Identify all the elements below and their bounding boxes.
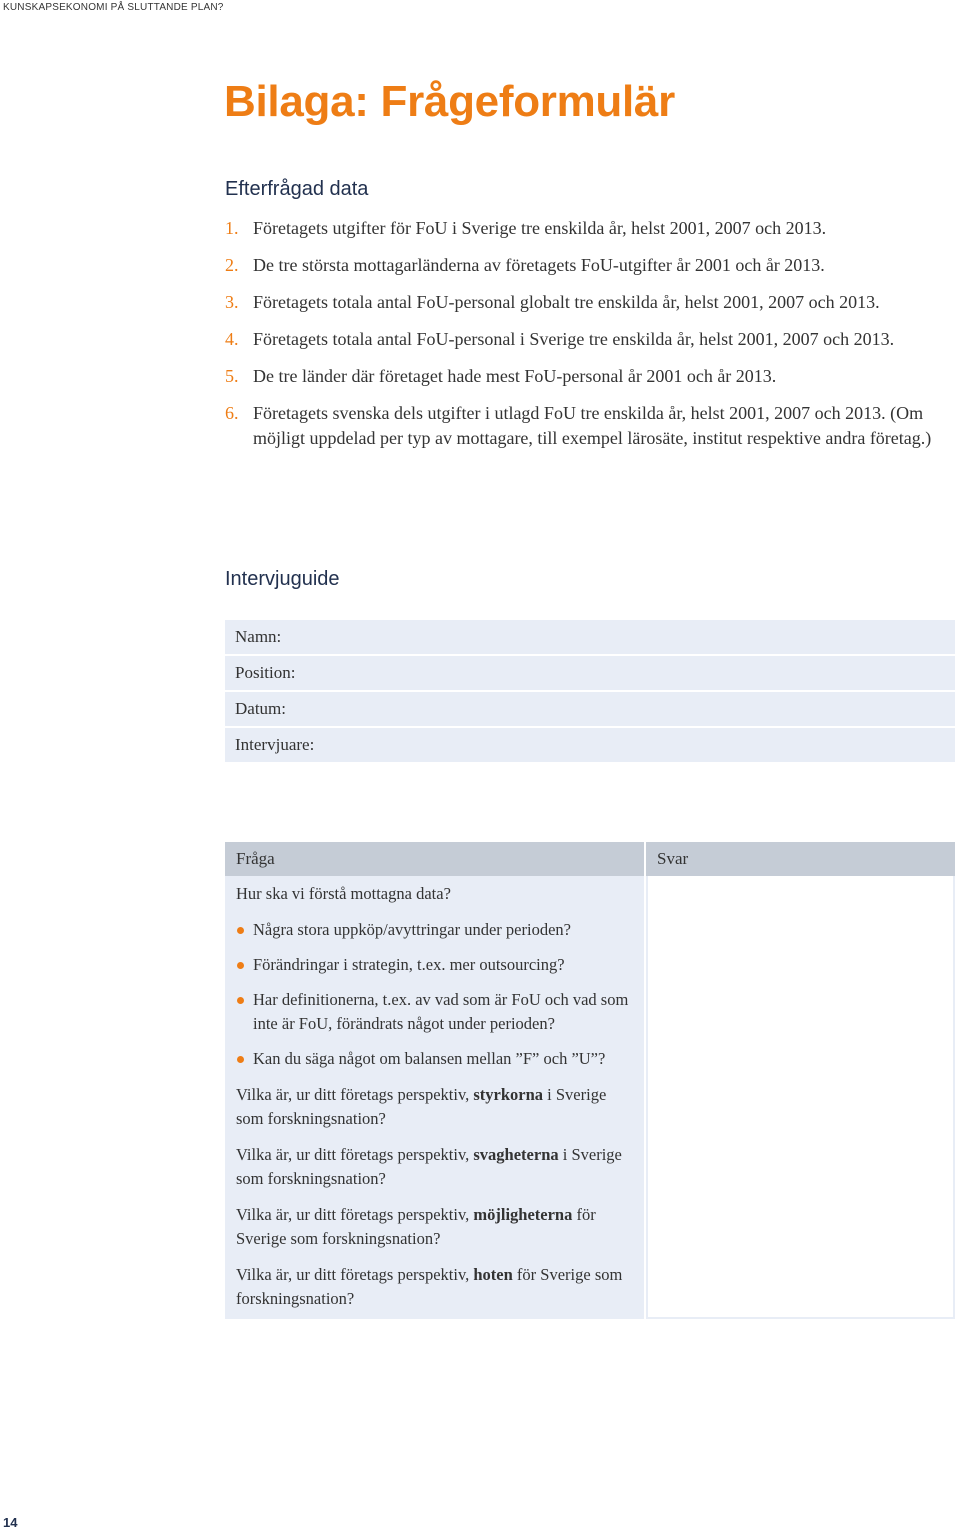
question-prefix: Vilka är, ur ditt företags perspektiv, xyxy=(236,1205,474,1224)
question-suffix: i Sverige som forskningsnation? xyxy=(236,1145,622,1188)
list-item xyxy=(225,216,950,241)
bullet-dot-icon xyxy=(237,927,244,934)
list-item xyxy=(225,290,950,315)
list-number: 4. xyxy=(225,329,239,349)
list-number: 5. xyxy=(225,366,239,386)
question-column xyxy=(225,876,644,1319)
bullet-text: Kan du säga något om balansen mellan ”F” och ”U”? xyxy=(253,1049,606,1068)
question-item xyxy=(236,1263,632,1311)
question-item xyxy=(236,1083,632,1131)
list-number: 1. xyxy=(225,218,239,238)
question-keyword: styrkorna xyxy=(473,1085,544,1104)
info-row-datum: Datum: xyxy=(225,692,955,726)
list-item-text: Företagets totala antal FoU-personal i Sverige tre enskilda år, helst 2001, 2007 och 2013. xyxy=(253,329,895,349)
bullet-item xyxy=(236,918,632,942)
list-item xyxy=(225,253,950,278)
list-item xyxy=(225,401,950,451)
list-number: 3. xyxy=(225,292,239,312)
bullet-text: Förändringar i strategin, t.ex. mer outsourcing? xyxy=(253,955,565,974)
interview-info-table xyxy=(225,620,955,764)
list-item-text: Företagets svenska dels utgifter i utlagd FoU tre enskilda år, helst 2001, 2007 och 2013. (Om möjligt uppdelad per typ av mottagare, till exempel lärosäte, institut respektive andra företag.) xyxy=(253,403,932,448)
list-item-text: De tre länder där företaget hade mest FoU-personal år 2001 och år 2013. xyxy=(253,366,777,386)
column-header-svar: Svar xyxy=(646,842,955,876)
question-keyword: hoten xyxy=(473,1265,513,1284)
list-item-text: Företagets utgifter för FoU i Sverige tre enskilda år, helst 2001, 2007 och 2013. xyxy=(253,218,827,238)
list-number: 6. xyxy=(225,403,239,423)
question-keyword: möjligheterna xyxy=(473,1205,573,1224)
bullet-text: Några stora uppköp/avyttringar under perioden? xyxy=(253,920,571,939)
question-item xyxy=(236,1143,632,1191)
answer-column xyxy=(646,876,955,1319)
bullet-text: Har definitionerna, t.ex. av vad som är FoU och vad som inte är FoU, förändrats något under perioden? xyxy=(253,990,629,1033)
info-row-position: Position: xyxy=(225,656,955,690)
question-prefix: Vilka är, ur ditt företags perspektiv, xyxy=(236,1145,474,1164)
question-suffix: i Sverige som forskningsnation? xyxy=(236,1085,607,1128)
question-keyword: svagheterna xyxy=(473,1145,559,1164)
page-title: Bilaga: Frågeformulär xyxy=(224,77,675,126)
bullet-item xyxy=(236,953,632,977)
list-item-text: De tre största mottagarländerna av företagets FoU-utgifter år 2001 och år 2013. xyxy=(253,255,825,275)
question-prefix: Vilka är, ur ditt företags perspektiv, xyxy=(236,1085,474,1104)
bullet-dot-icon xyxy=(237,1056,244,1063)
question-prefix: Vilka är, ur ditt företags perspektiv, xyxy=(236,1265,474,1284)
bullet-item xyxy=(236,988,632,1036)
requested-data-list xyxy=(225,216,950,463)
list-number: 2. xyxy=(225,255,239,275)
question-item xyxy=(236,1203,632,1251)
section-heading-efterfragad-data: Efterfrågad data xyxy=(225,178,369,200)
list-item-text: Företagets totala antal FoU-personal globalt tre enskilda år, helst 2001, 2007 och 2013. xyxy=(253,292,880,312)
bullet-item xyxy=(236,1047,632,1071)
info-row-namn: Namn: xyxy=(225,620,955,654)
question-suffix: för Sverige som forskningsnation? xyxy=(236,1265,623,1308)
column-header-fraga: Fråga xyxy=(225,842,644,876)
question-table xyxy=(225,842,955,1319)
page-number: 14 xyxy=(3,1515,18,1530)
question-suffix: för Sverige som forskningsnation? xyxy=(236,1205,596,1248)
list-item xyxy=(225,327,950,352)
bullet-dot-icon xyxy=(237,997,244,1004)
info-row-intervjuare: Intervjuare: xyxy=(225,728,955,762)
running-head: KUNSKAPSEKONOMI PÅ SLUTTANDE PLAN? xyxy=(3,2,224,13)
bullet-dot-icon xyxy=(237,962,244,969)
list-item xyxy=(225,364,950,389)
section-heading-intervjuguide: Intervjuguide xyxy=(225,568,340,590)
question-item: Hur ska vi förstå mottagna data? xyxy=(236,884,451,903)
